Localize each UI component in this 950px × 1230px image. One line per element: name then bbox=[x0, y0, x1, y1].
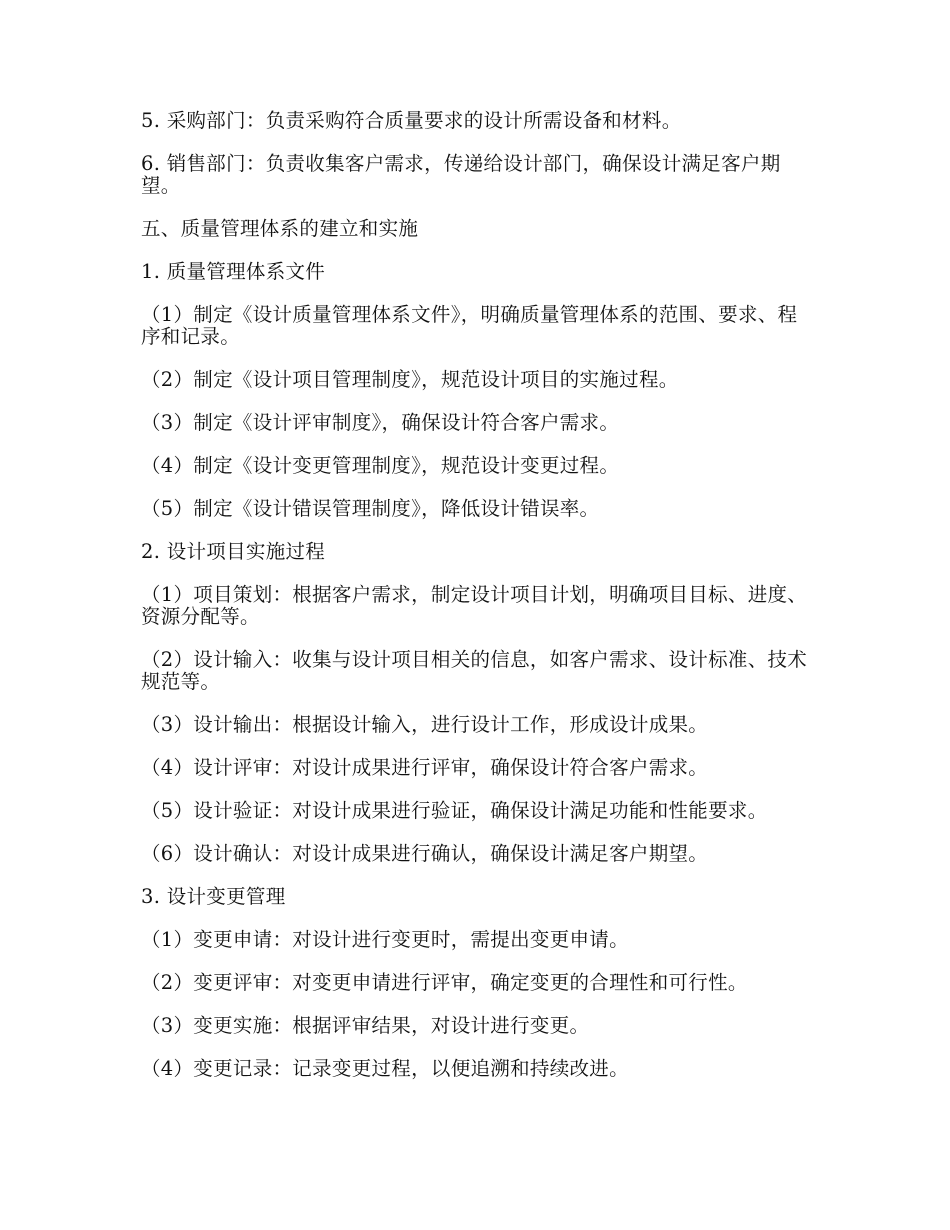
subsection-heading-3: 3. 设计变更管理 bbox=[141, 885, 286, 908]
list-item: （5）制定《设计错误管理制度》，降低设计错误率。 bbox=[141, 497, 600, 520]
list-item: （2）制定《设计项目管理制度》，规范设计项目的实施过程。 bbox=[141, 368, 679, 391]
list-item: （6）设计确认：对设计成果进行确认，确保设计满足客户期望。 bbox=[141, 842, 709, 865]
list-item: （1）变更申请：对设计进行变更时，需提出变更申请。 bbox=[141, 928, 629, 951]
list-item: （3）制定《设计评审制度》，确保设计符合客户需求。 bbox=[141, 411, 620, 434]
section-heading-5: 五、质量管理体系的建立和实施 bbox=[141, 217, 419, 240]
list-item: （4）制定《设计变更管理制度》，规范设计变更过程。 bbox=[141, 454, 620, 477]
list-item: （4）变更记录：记录变更过程，以便追溯和持续改进。 bbox=[141, 1057, 629, 1080]
list-item: （2）设计输入：收集与设计项目相关的信息，如客户需求、设计标准、技术规范等。 bbox=[141, 648, 808, 693]
list-item: （3）设计输出：根据设计输入，进行设计工作，形成设计成果。 bbox=[141, 713, 709, 736]
subsection-heading-1: 1. 质量管理体系文件 bbox=[141, 260, 326, 283]
list-item: （1）制定《设计质量管理体系文件》，明确质量管理体系的范围、要求、程序和记录。 bbox=[141, 303, 798, 348]
paragraph-purchasing-dept: 5. 采购部门：负责采购符合质量要求的设计所需设备和材料。 bbox=[141, 109, 682, 132]
list-item: （3）变更实施：根据评审结果，对设计进行变更。 bbox=[141, 1014, 590, 1037]
subsection-heading-2: 2. 设计项目实施过程 bbox=[141, 540, 326, 563]
paragraph-sales-dept: 6. 销售部门：负责收集客户需求，传递给设计部门，确保设计满足客户期望。 bbox=[141, 152, 781, 197]
document-page bbox=[141, 110, 809, 1101]
list-item: （5）设计验证：对设计成果进行验证，确保设计满足功能和性能要求。 bbox=[141, 799, 768, 822]
list-item: （4）设计评审：对设计成果进行评审，确保设计符合客户需求。 bbox=[141, 756, 709, 779]
list-item: （2）变更评审：对变更申请进行评审，确定变更的合理性和可行性。 bbox=[141, 971, 748, 994]
list-item: （1）项目策划：根据客户需求，制定设计项目计划，明确项目目标、进度、资源分配等。 bbox=[141, 583, 808, 628]
